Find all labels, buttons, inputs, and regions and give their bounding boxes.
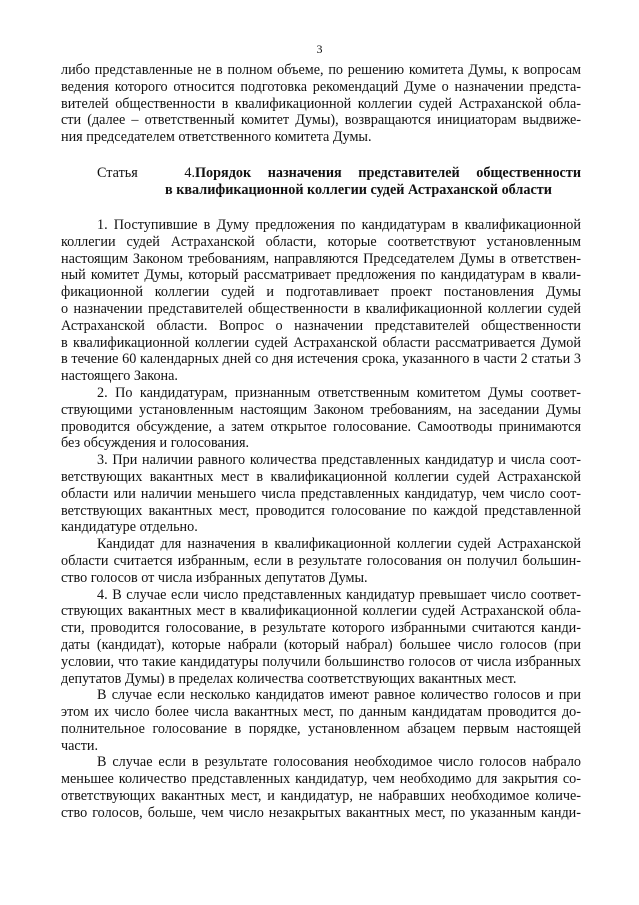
text-line: либо представленные не в полном объеме, по решению комитета Думы, к вопросам bbox=[61, 62, 581, 78]
text-line: 2. По кандидатурам, признанным ответственным комитетом Думы соответ- bbox=[97, 384, 581, 401]
text-line: 3. При наличии равного количества представленных кандидатур и числа соот- bbox=[97, 452, 581, 469]
text-line: части. bbox=[61, 737, 99, 754]
text-line: о назначении представителей общественности в квалификационной коллегии судей bbox=[61, 300, 581, 317]
article-heading bbox=[61, 165, 581, 200]
text-line: в течение 60 календарных дней со дня истечения срока, указанного в части 2 статьи 3 bbox=[61, 351, 581, 368]
text-line: ствующих вакантных мест в квалификационной коллегии судей Астраханской обла- bbox=[61, 603, 581, 620]
text-line: 4. В случае если число представленных кандидатур превышает число соответ- bbox=[97, 586, 581, 603]
text-line: этом их число более числа вакантных мест, по данным кандидатам проводится до- bbox=[61, 704, 581, 721]
text-line: меньшее количество представленных кандидатур, чем необходимо для закрытия со- bbox=[61, 771, 581, 788]
text-line: вителей общественности в квалификационной коллегии судей Астраханской обла- bbox=[61, 95, 581, 112]
text-line: условии, что такие кандидатуры получили большинство голосов от числа избранных bbox=[61, 653, 581, 670]
text-line: сти (далее – ответственный комитет Думы), возвращаются инициаторам выдвиже- bbox=[61, 112, 581, 129]
document-body bbox=[61, 62, 581, 822]
text-line: области считается избранным, если в результате голосования он получил большин- bbox=[61, 552, 581, 569]
text-line: 1. Поступившие в Думу предложения по кандидатурам в квалификационной bbox=[97, 216, 581, 233]
paragraph bbox=[61, 587, 581, 688]
text-line: ответствующих вакантных мест, и кандидатур, не набравших необходимое количе- bbox=[61, 788, 581, 805]
text-line: сти, проводится голосование, в результате которого избранными считаются канди- bbox=[61, 620, 581, 637]
text-line: кандидатуре отдельно. bbox=[61, 519, 198, 536]
text-line: полнительное голосование в порядке, установленном абзацем первым настоящей bbox=[61, 720, 581, 737]
article-title-line-2: в квалификационной коллегии судей Астраханской области bbox=[165, 182, 552, 199]
paragraph bbox=[61, 385, 581, 452]
text-line: коллегии судей Астраханской области, которые соответствуют установленным bbox=[61, 233, 581, 250]
text-line: ствующими установленным настоящим Законом требованиям, на заседании Думы bbox=[61, 401, 581, 418]
article-label: Статья 4. bbox=[97, 164, 195, 181]
text-line: Астраханской области. Вопрос о назначении представителей общественности bbox=[61, 317, 581, 334]
paragraph bbox=[61, 687, 581, 754]
text-line: ветствующих вакантных мест в квалификационной коллегии судей Астраханской bbox=[61, 468, 581, 485]
article-title-line-1: Порядок назначения представителей общественности bbox=[195, 164, 581, 181]
paragraph bbox=[61, 452, 581, 536]
article-paragraphs bbox=[61, 217, 581, 822]
text-line: без обсуждения и голосования. bbox=[61, 435, 250, 452]
paragraph bbox=[61, 754, 581, 821]
text-line: настоящего Закона. bbox=[61, 368, 178, 385]
text-line: ветствующих вакантных мест, проводится голосование по каждой представленной bbox=[61, 502, 581, 519]
text-line: ство голосов от числа избранных депутатов Думы. bbox=[61, 569, 368, 586]
text-line: ный комитет Думы, который рассматривает предложения по кандидатурам в квали- bbox=[61, 267, 581, 284]
text-line: настоящим Законом требованиям, направляются Председателем Думы в ответствен- bbox=[61, 250, 581, 267]
text-line: В случае если в результате голосования необходимое число голосов набрало bbox=[97, 754, 581, 771]
text-line: В случае если несколько кандидатов имеют равное количество голосов и при bbox=[97, 687, 581, 704]
text-line: ведения которого относится подготовка рекомендаций Думе о назначении предста- bbox=[61, 78, 581, 95]
text-line: Кандидат для назначения в квалификационной коллегии судей Астраханской bbox=[97, 536, 581, 553]
paragraph bbox=[61, 536, 581, 586]
text-line: фикационной коллегии судей и подготавливает проект постановления Думы bbox=[61, 284, 581, 301]
text-line: даты (кандидат), которые набрали (который набрал) большее число голосов (при bbox=[61, 636, 581, 653]
paragraph bbox=[61, 217, 581, 385]
page-number: 3 bbox=[316, 42, 323, 56]
text-line: области или наличии меньшего числа представленных кандидатур, чем число соот- bbox=[61, 485, 581, 502]
text-line: ния председателем ответственного комитета Думы. bbox=[61, 129, 372, 146]
text-line: ство голосов, больше, чем число незакрытых вакантных мест, по указанным канди- bbox=[61, 804, 581, 821]
text-line: в квалификационной коллегии судей Астраханской области рассматривается Думой bbox=[61, 334, 581, 351]
text-line: депутатов Думы) в пределах количества соответствующих вакантных мест. bbox=[61, 670, 517, 687]
text-line: проводится обсуждение, а затем открытое голосование. Самоотводы принимаются bbox=[61, 418, 581, 435]
intro-paragraph bbox=[61, 62, 581, 146]
